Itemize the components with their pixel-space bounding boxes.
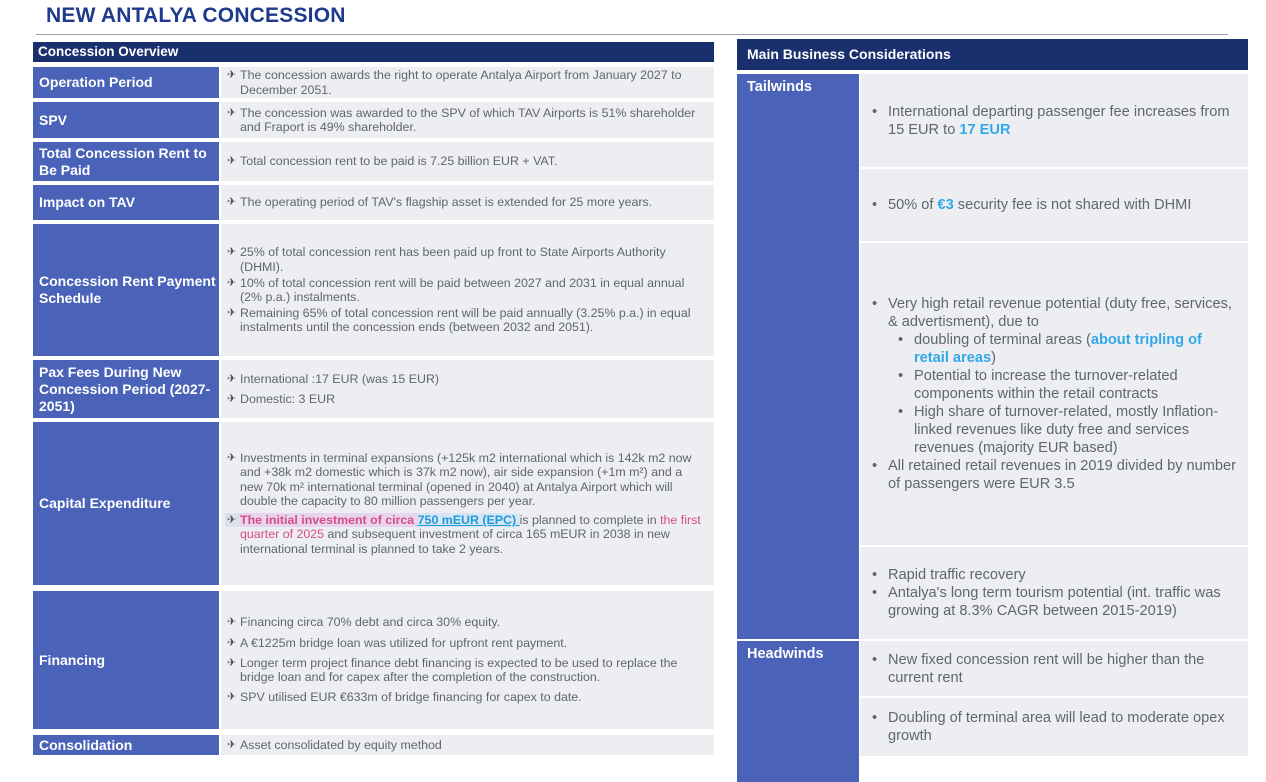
arrow-icon: ✈ bbox=[227, 738, 237, 751]
row-total-concession-rent: Total Concession Rent to Be Paid ✈ Total concession rent to be paid is 7.25 billion EUR + VAT. bbox=[33, 142, 714, 181]
row-label: Operation Period bbox=[33, 67, 219, 98]
arrow-icon: ✈ bbox=[227, 656, 237, 669]
business-considerations-panel bbox=[737, 39, 1248, 750]
arrow-icon: ✈ bbox=[227, 276, 237, 289]
arrow-icon: ✈ bbox=[227, 246, 237, 259]
tailwinds-label: Tailwinds bbox=[737, 74, 859, 639]
arrow-icon: ✈ bbox=[227, 155, 237, 168]
row-financing: Financing ✈ Financing circa 70% debt and circa 30% equity. ✈ A €1225m bridge loan was utilized for upfront rent payment. ✈ Longer term project finance debt financing is expected to be used to replace the bridge loan and for capex after the completion of the construction. ✈ SPV utilised EUR €633m of bridge financing for capex to date. bbox=[33, 591, 714, 729]
bullet-dot-icon: • bbox=[872, 651, 878, 668]
headwinds-label: Headwinds bbox=[737, 641, 859, 782]
row-label: Consolidation bbox=[33, 735, 219, 755]
arrow-icon: ✈ bbox=[227, 69, 237, 82]
arrow-icon: ✈ bbox=[227, 106, 237, 119]
arrow-icon: ✈ bbox=[227, 373, 237, 386]
row-capital-expenditure: Capital Expenditure ✈ Investments in terminal expansions (+125k m2 international which is 142k m2 now and +38k m2 domestic which is 37k m2 now), air side expansion (+1m m²) and a new 70k m² international terminal (opened in 2040) at Antalya Airport which will double the capacity to 80 million passengers per year. ✈ The initial investment of circa 750 mEUR (EPC) is planned to complete in the first quarter of 2025 and subsequent investment of circa 165 mEUR in 2038 in new international terminal is planned to take 2 years. bbox=[33, 422, 714, 585]
tailwind-traffic-recovery: • Rapid traffic recovery • Antalya's long term tourism potential (int. traffic was growing at 8.3% CAGR between 2015-2019) bbox=[860, 547, 1248, 639]
headwind-opex-growth: • Doubling of terminal area will lead to moderate opex growth bbox=[860, 698, 1248, 756]
row-label: Impact on TAV bbox=[33, 185, 219, 220]
headwind-concession-rent: • New fixed concession rent will be higher than the current rent bbox=[860, 641, 1248, 696]
row-pax-fees: Pax Fees During New Concession Period (2027-2051) ✈ International :17 EUR (was 15 EUR) ✈ Domestic: 3 EUR bbox=[33, 360, 714, 418]
row-label: Capital Expenditure bbox=[33, 422, 219, 585]
bullet-dot-icon: • bbox=[872, 585, 878, 601]
row-label: Financing bbox=[33, 591, 219, 729]
bullet-dot-icon: • bbox=[898, 404, 904, 420]
bullet-dot-icon: • bbox=[898, 332, 904, 348]
bullet-dot-icon: • bbox=[872, 296, 878, 312]
row-label: Concession Rent Payment Schedule bbox=[33, 224, 219, 356]
bullet-dot-icon: • bbox=[872, 103, 878, 120]
concession-overview-panel bbox=[33, 41, 714, 755]
arrow-icon: ✈ bbox=[227, 452, 237, 465]
bullet-dot-icon: • bbox=[872, 567, 878, 583]
row-label: Pax Fees During New Concession Period (2027-2051) bbox=[33, 360, 219, 418]
arrow-icon: ✈ bbox=[227, 307, 237, 320]
row-consolidation: Consolidation ✈ Asset consolidated by equity method bbox=[33, 735, 714, 755]
bullet-dot-icon: • bbox=[872, 458, 878, 474]
arrow-icon: ✈ bbox=[227, 616, 237, 629]
arrow-icon: ✈ bbox=[227, 196, 237, 209]
arrow-icon: ✈ bbox=[227, 392, 237, 405]
bullet-dot-icon: • bbox=[898, 368, 904, 384]
title-divider bbox=[36, 34, 1228, 35]
arrow-icon: ✈ bbox=[227, 691, 237, 704]
page-title: NEW ANTALYA CONCESSION bbox=[46, 4, 346, 27]
arrow-icon: ✈ bbox=[227, 636, 237, 649]
business-considerations-header: Main Business Considerations bbox=[737, 39, 1248, 70]
concession-overview-header: Concession Overview bbox=[33, 42, 714, 62]
row-label: Total Concession Rent to Be Paid bbox=[33, 142, 219, 181]
tailwind-retail-revenue: • Very high retail revenue potential (duty free, services, & advertisment), due to • doubling of terminal areas (about tripling of retail areas) • Potential to increase the turnover-related components within the retail contracts • High share of turnover-related, mostly Inflation-linked revenues like duty free and services revenues (majority EUR based) • All retained retail revenues in 2019 divided by number of passengers were EUR 3.5 bbox=[860, 243, 1248, 545]
tailwind-pax-fee: • International departing passenger fee increases from 15 EUR to 17 EUR bbox=[860, 74, 1248, 167]
bullet-dot-icon: • bbox=[872, 710, 878, 726]
row-impact-on-tav: Impact on TAV ✈ The operating period of TAV's flagship asset is extended for 25 more years. bbox=[33, 185, 714, 220]
bullet-dot-icon: • bbox=[872, 197, 878, 213]
row-spv: SPV ✈ The concession was awarded to the SPV of which TAV Airports is 51% shareholder and Fraport is 49% shareholder. bbox=[33, 102, 714, 138]
row-rent-payment-schedule: Concession Rent Payment Schedule ✈ 25% of total concession rent has been paid up front to State Airports Authority (DHMI). ✈ 10% of total concession rent will be paid between 2027 and 2031 in equal annual (2% p.a.) instalments. ✈ Remaining 65% of total concession rent will be paid annually (3.25% p.a.) in equal instalments until the concession ends (between 2032 and 2051). bbox=[33, 224, 714, 356]
tailwind-security-fee: • 50% of €3 security fee is not shared with DHMI bbox=[860, 169, 1248, 241]
arrow-icon: ✈ bbox=[225, 513, 240, 527]
row-label: SPV bbox=[33, 102, 219, 138]
row-operation-period: Operation Period ✈ The concession awards the right to operate Antalya Airport from January 2027 to December 2051. bbox=[33, 67, 714, 98]
